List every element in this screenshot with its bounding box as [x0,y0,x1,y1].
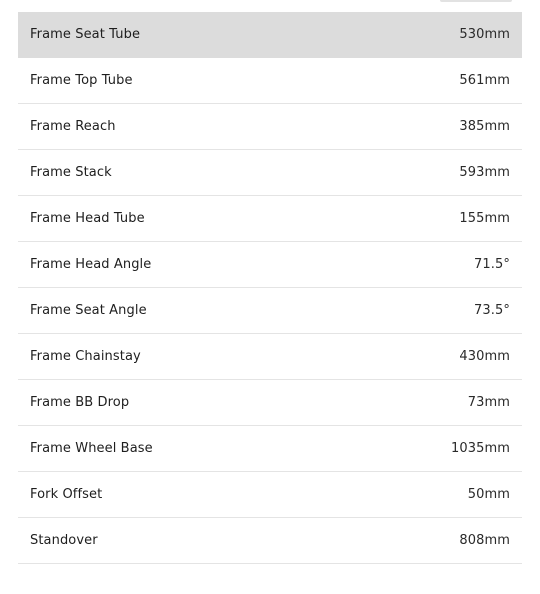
spec-row-frame-head-angle[interactable] [18,242,522,288]
spec-label: Frame Seat Tube [30,27,141,42]
spec-label: Fork Offset [30,487,103,502]
spec-label: Frame Seat Angle [30,303,147,318]
spec-value: 561mm [459,73,510,88]
spec-value: 50mm [467,487,510,502]
spec-value: 155mm [459,211,510,226]
spec-row-frame-top-tube[interactable] [18,58,522,104]
spec-label: Frame Top Tube [30,73,133,88]
spec-label: Standover [30,533,98,548]
geometry-spec-table [18,12,522,564]
spec-value: 530mm [459,27,510,42]
spec-label: Frame Head Angle [30,257,152,272]
spec-label: Frame BB Drop [30,395,130,410]
spec-value: 71.5° [474,257,510,272]
top-tab-edge [440,0,512,2]
spec-row-frame-stack[interactable] [18,150,522,196]
spec-value: 73mm [467,395,510,410]
spec-label: Frame Reach [30,119,116,134]
spec-row-frame-wheel-base[interactable] [18,426,522,472]
spec-row-frame-chainstay[interactable] [18,334,522,380]
spec-value: 593mm [459,165,510,180]
spec-value: 1035mm [450,441,510,456]
spec-row-frame-reach[interactable] [18,104,522,150]
spec-value: 430mm [459,349,510,364]
spec-value: 73.5° [474,303,510,318]
spec-label: Frame Wheel Base [30,441,153,456]
spec-row-frame-seat-angle[interactable] [18,288,522,334]
spec-row-frame-seat-tube[interactable] [18,12,522,58]
spec-value: 808mm [459,533,510,548]
spec-label: Frame Head Tube [30,211,145,226]
spec-row-fork-offset[interactable] [18,472,522,518]
spec-label: Frame Stack [30,165,112,180]
spec-label: Frame Chainstay [30,349,141,364]
spec-row-frame-head-tube[interactable] [18,196,522,242]
spec-row-frame-bb-drop[interactable] [18,380,522,426]
spec-value: 385mm [459,119,510,134]
spec-row-standover[interactable] [18,518,522,564]
